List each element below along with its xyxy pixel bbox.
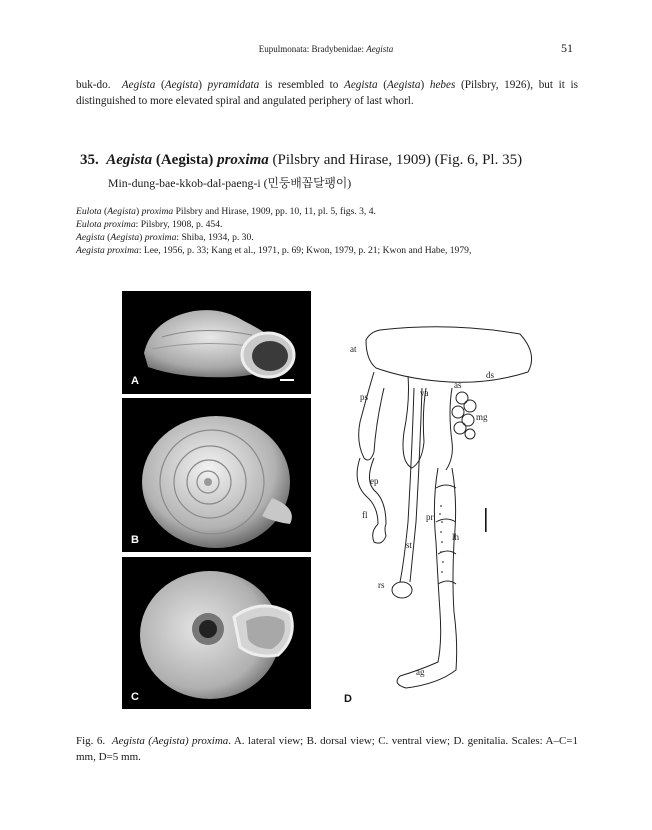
genitalia-drawing	[330, 292, 570, 712]
label-ds: ds	[486, 370, 495, 380]
label-ep: ep	[370, 476, 379, 486]
shell-dorsal-image	[122, 398, 311, 552]
photo-panel-a	[122, 291, 311, 394]
figure-caption: Fig. 6. Aegista (Aegista) proxima. A. lateral view; B. dorsal view; C. ventral view; D. genitalia. Scales: A–C=1 mm, D=5 mm.	[76, 735, 579, 763]
label-pr: pr	[426, 512, 434, 522]
synonymy-line-2: Eulota proxima: Pilsbry, 1908, p. 454.	[76, 219, 223, 230]
label-ps: ps	[360, 392, 369, 402]
label-st: st	[406, 540, 413, 550]
synonymy-line-1: Eulota (Aegista) proxima Pilsbry and Hirase, 1909, pp. 10, 11, pl. 5, figs. 3, 4.	[76, 206, 376, 217]
korean-common-name: Min-dung-bae-kkob-dal-paeng-i (민둥배꼽달팽이)	[108, 176, 352, 190]
label-va: va	[420, 388, 429, 398]
species-heading: 35. Aegista (Aegista) proxima (Pilsbry and Hirase, 1909) (Fig. 6, Pl. 35)	[80, 152, 523, 168]
synonymy-line-4: Aegista proxima: Lee, 1956, p. 33; Kang et al., 1971, p. 69; Kwon, 1979, p. 21; Kwon and Habe, 1979,	[76, 245, 472, 256]
intro-paragraph: buk-do. Aegista (Aegista) pyramidata is resembled to Aegista (Aegista) hebes (Pilsbry, 1926), but it is distinguished to more elevated spiral and angulated periphery of last whorl.	[76, 79, 578, 107]
label-rs: rs	[378, 580, 385, 590]
panel-label-b: B	[131, 534, 139, 546]
label-mg: mg	[476, 412, 488, 422]
page-number: 51	[561, 41, 573, 55]
label-as: as	[454, 380, 462, 390]
label-at: at	[350, 344, 357, 354]
synonymy-line-3: Aegista (Aegista) proxima: Shiba, 1934, p. 30.	[76, 232, 254, 243]
label-ag: ag	[416, 667, 425, 677]
label-lh: lh	[452, 532, 460, 542]
shell-lateral-image	[122, 291, 311, 394]
shell-ventral-image	[122, 557, 311, 709]
panel-label-d: D	[344, 693, 352, 705]
running-title: Eupulmonata: Bradybenidae: Aegista	[258, 44, 394, 54]
panel-label-a: A	[131, 375, 139, 387]
photo-panel-c	[122, 557, 311, 709]
label-fl: fl	[362, 510, 368, 520]
photo-panel-b	[122, 398, 311, 552]
panel-label-c: C	[131, 691, 139, 703]
genitalia-diagram-panel	[330, 292, 570, 712]
